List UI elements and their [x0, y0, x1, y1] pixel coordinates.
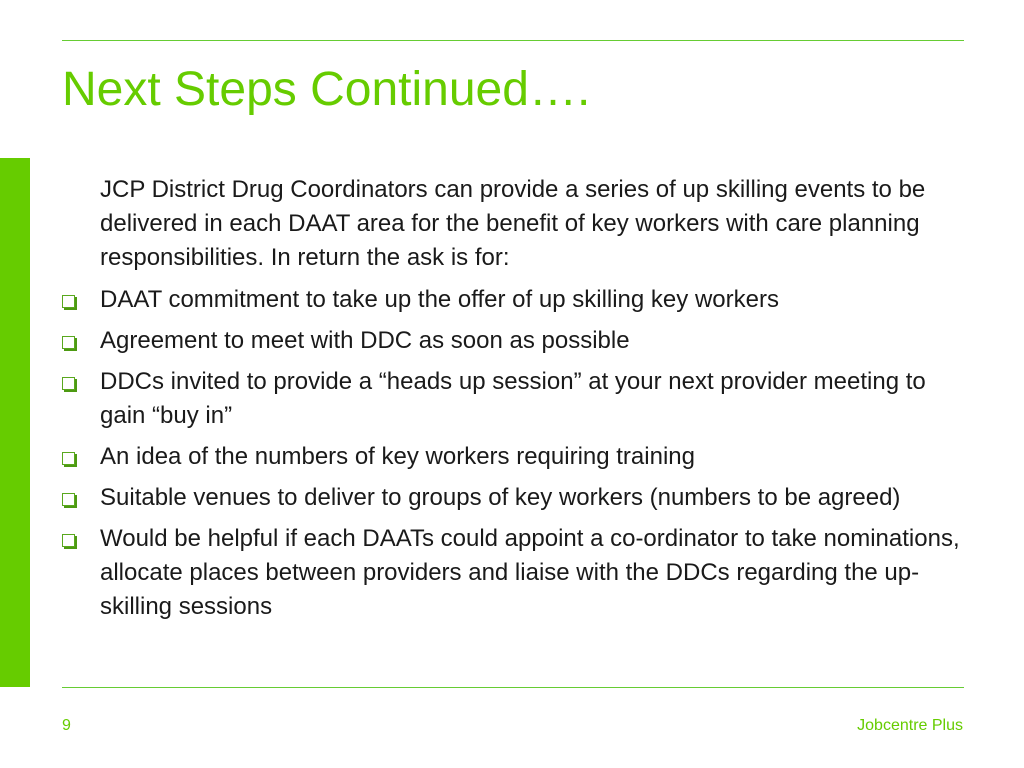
checkbox-bullet-icon	[62, 534, 75, 547]
slide-body	[62, 173, 962, 631]
intro-paragraph: JCP District Drug Coordinators can provide a series of up skilling events to be delivered in each DAAT area for the benefit of key workers with care planning responsibilities. In return the ask is for:	[100, 176, 926, 271]
list-item	[62, 440, 962, 474]
list-item	[62, 365, 962, 433]
checkbox-bullet-icon	[62, 295, 75, 308]
list-item-text: An idea of the numbers of key workers requiring training	[100, 443, 695, 470]
side-accent-bar	[0, 158, 30, 687]
slide-title: Next Steps Continued….	[62, 63, 591, 116]
bottom-divider	[62, 687, 964, 688]
list-item-text: Would be helpful if each DAATs could appoint a co-ordinator to take nominations, allocate places between providers and liaise with the DDCs regarding the up-skilling sessions	[100, 525, 960, 620]
checkbox-bullet-icon	[62, 377, 75, 390]
list-item-text: Suitable venues to deliver to groups of key workers (numbers to be agreed)	[100, 484, 901, 511]
page-number: 9	[62, 717, 71, 734]
footer-brand: Jobcentre Plus	[857, 717, 963, 734]
list-item-text: DDCs invited to provide a “heads up session” at your next provider meeting to gain “buy in”	[100, 368, 926, 429]
checkbox-bullet-icon	[62, 493, 75, 506]
list-item-text: DAAT commitment to take up the offer of up skilling key workers	[100, 286, 779, 313]
list-item	[62, 481, 962, 515]
checkbox-bullet-icon	[62, 452, 75, 465]
list-item	[62, 324, 962, 358]
list-item-text: Agreement to meet with DDC as soon as possible	[100, 327, 630, 354]
top-divider	[62, 40, 964, 41]
bullet-list	[62, 283, 962, 624]
checkbox-bullet-icon	[62, 336, 75, 349]
list-item	[62, 283, 962, 317]
list-item	[62, 522, 962, 624]
